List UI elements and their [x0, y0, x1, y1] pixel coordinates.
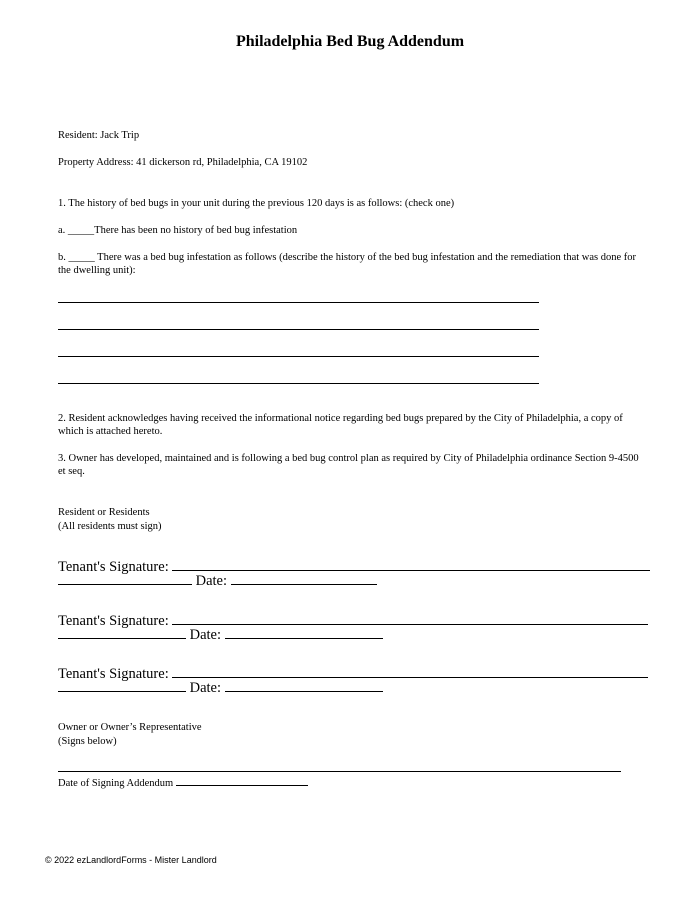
tenant-signature-label: Tenant's Signature:: [58, 613, 169, 629]
signature-continuation-line[interactable]: [58, 626, 186, 639]
residents-note: (All residents must sign): [58, 521, 162, 532]
property-address: Property Address: 41 dickerson rd, Philadelphia, CA 19102: [58, 157, 308, 168]
owner-heading: Owner or Owner’s Representative: [58, 722, 202, 733]
signature-continuation-line[interactable]: [58, 679, 186, 692]
tenant-signature-label: Tenant's Signature:: [58, 559, 169, 575]
description-line-4[interactable]: [58, 383, 539, 384]
tenant-signature-label: Tenant's Signature:: [58, 666, 169, 682]
item-1a-text: a. _____There has been no history of bed bug infestation: [58, 225, 298, 236]
tenant-date-row-1: [58, 572, 377, 590]
signature-continuation-line[interactable]: [58, 572, 192, 585]
item-2-text: 2. Resident acknowledges having received the informational notice regarding bed bugs prepared by the City of Philadelphia, a copy of which is attached hereto.: [58, 413, 623, 437]
tenant-date-row-2: [58, 626, 383, 644]
date-label: Date:: [195, 573, 228, 589]
resident-name: Resident: Jack Trip: [58, 130, 140, 141]
date-of-signing-row: [58, 775, 308, 790]
date-label: Date:: [189, 680, 222, 696]
document-title: Philadelphia Bed Bug Addendum: [235, 33, 465, 50]
date-line[interactable]: [225, 626, 383, 639]
tenant-date-row-3: [58, 679, 383, 697]
tenant-signature-line[interactable]: [172, 612, 648, 625]
tenant-signature-line[interactable]: [172, 665, 648, 678]
item-1-text: 1. The history of bed bugs in your unit during the previous 120 days is as follows: (check one): [58, 198, 455, 209]
description-line-2[interactable]: [58, 329, 539, 330]
tenant-signature-line[interactable]: [172, 558, 650, 571]
description-line-3[interactable]: [58, 356, 539, 357]
date-line[interactable]: [225, 679, 383, 692]
date-of-signing-line[interactable]: [176, 775, 308, 786]
owner-note: (Signs below): [58, 736, 117, 747]
residents-heading: Resident or Residents: [58, 507, 150, 518]
date-label: Date:: [189, 627, 222, 643]
item-3-text: 3. Owner has developed, maintained and is following a bed bug control plan as required by City of Philadelphia ordinance Section 9-4500 et seq.: [58, 453, 639, 477]
owner-signature-line[interactable]: [58, 771, 621, 772]
description-line-1[interactable]: [58, 302, 539, 303]
item-1b-text: b. _____ There was a bed bug infestation as follows (describe the history of the bed bug infestation and the remediation that was done for the dwelling unit):: [58, 252, 637, 276]
date-line[interactable]: [231, 572, 377, 585]
date-of-signing-label: Date of Signing Addendum: [58, 778, 174, 789]
footer-copyright: © 2022 ezLandlordForms - Mister Landlord: [45, 855, 217, 865]
